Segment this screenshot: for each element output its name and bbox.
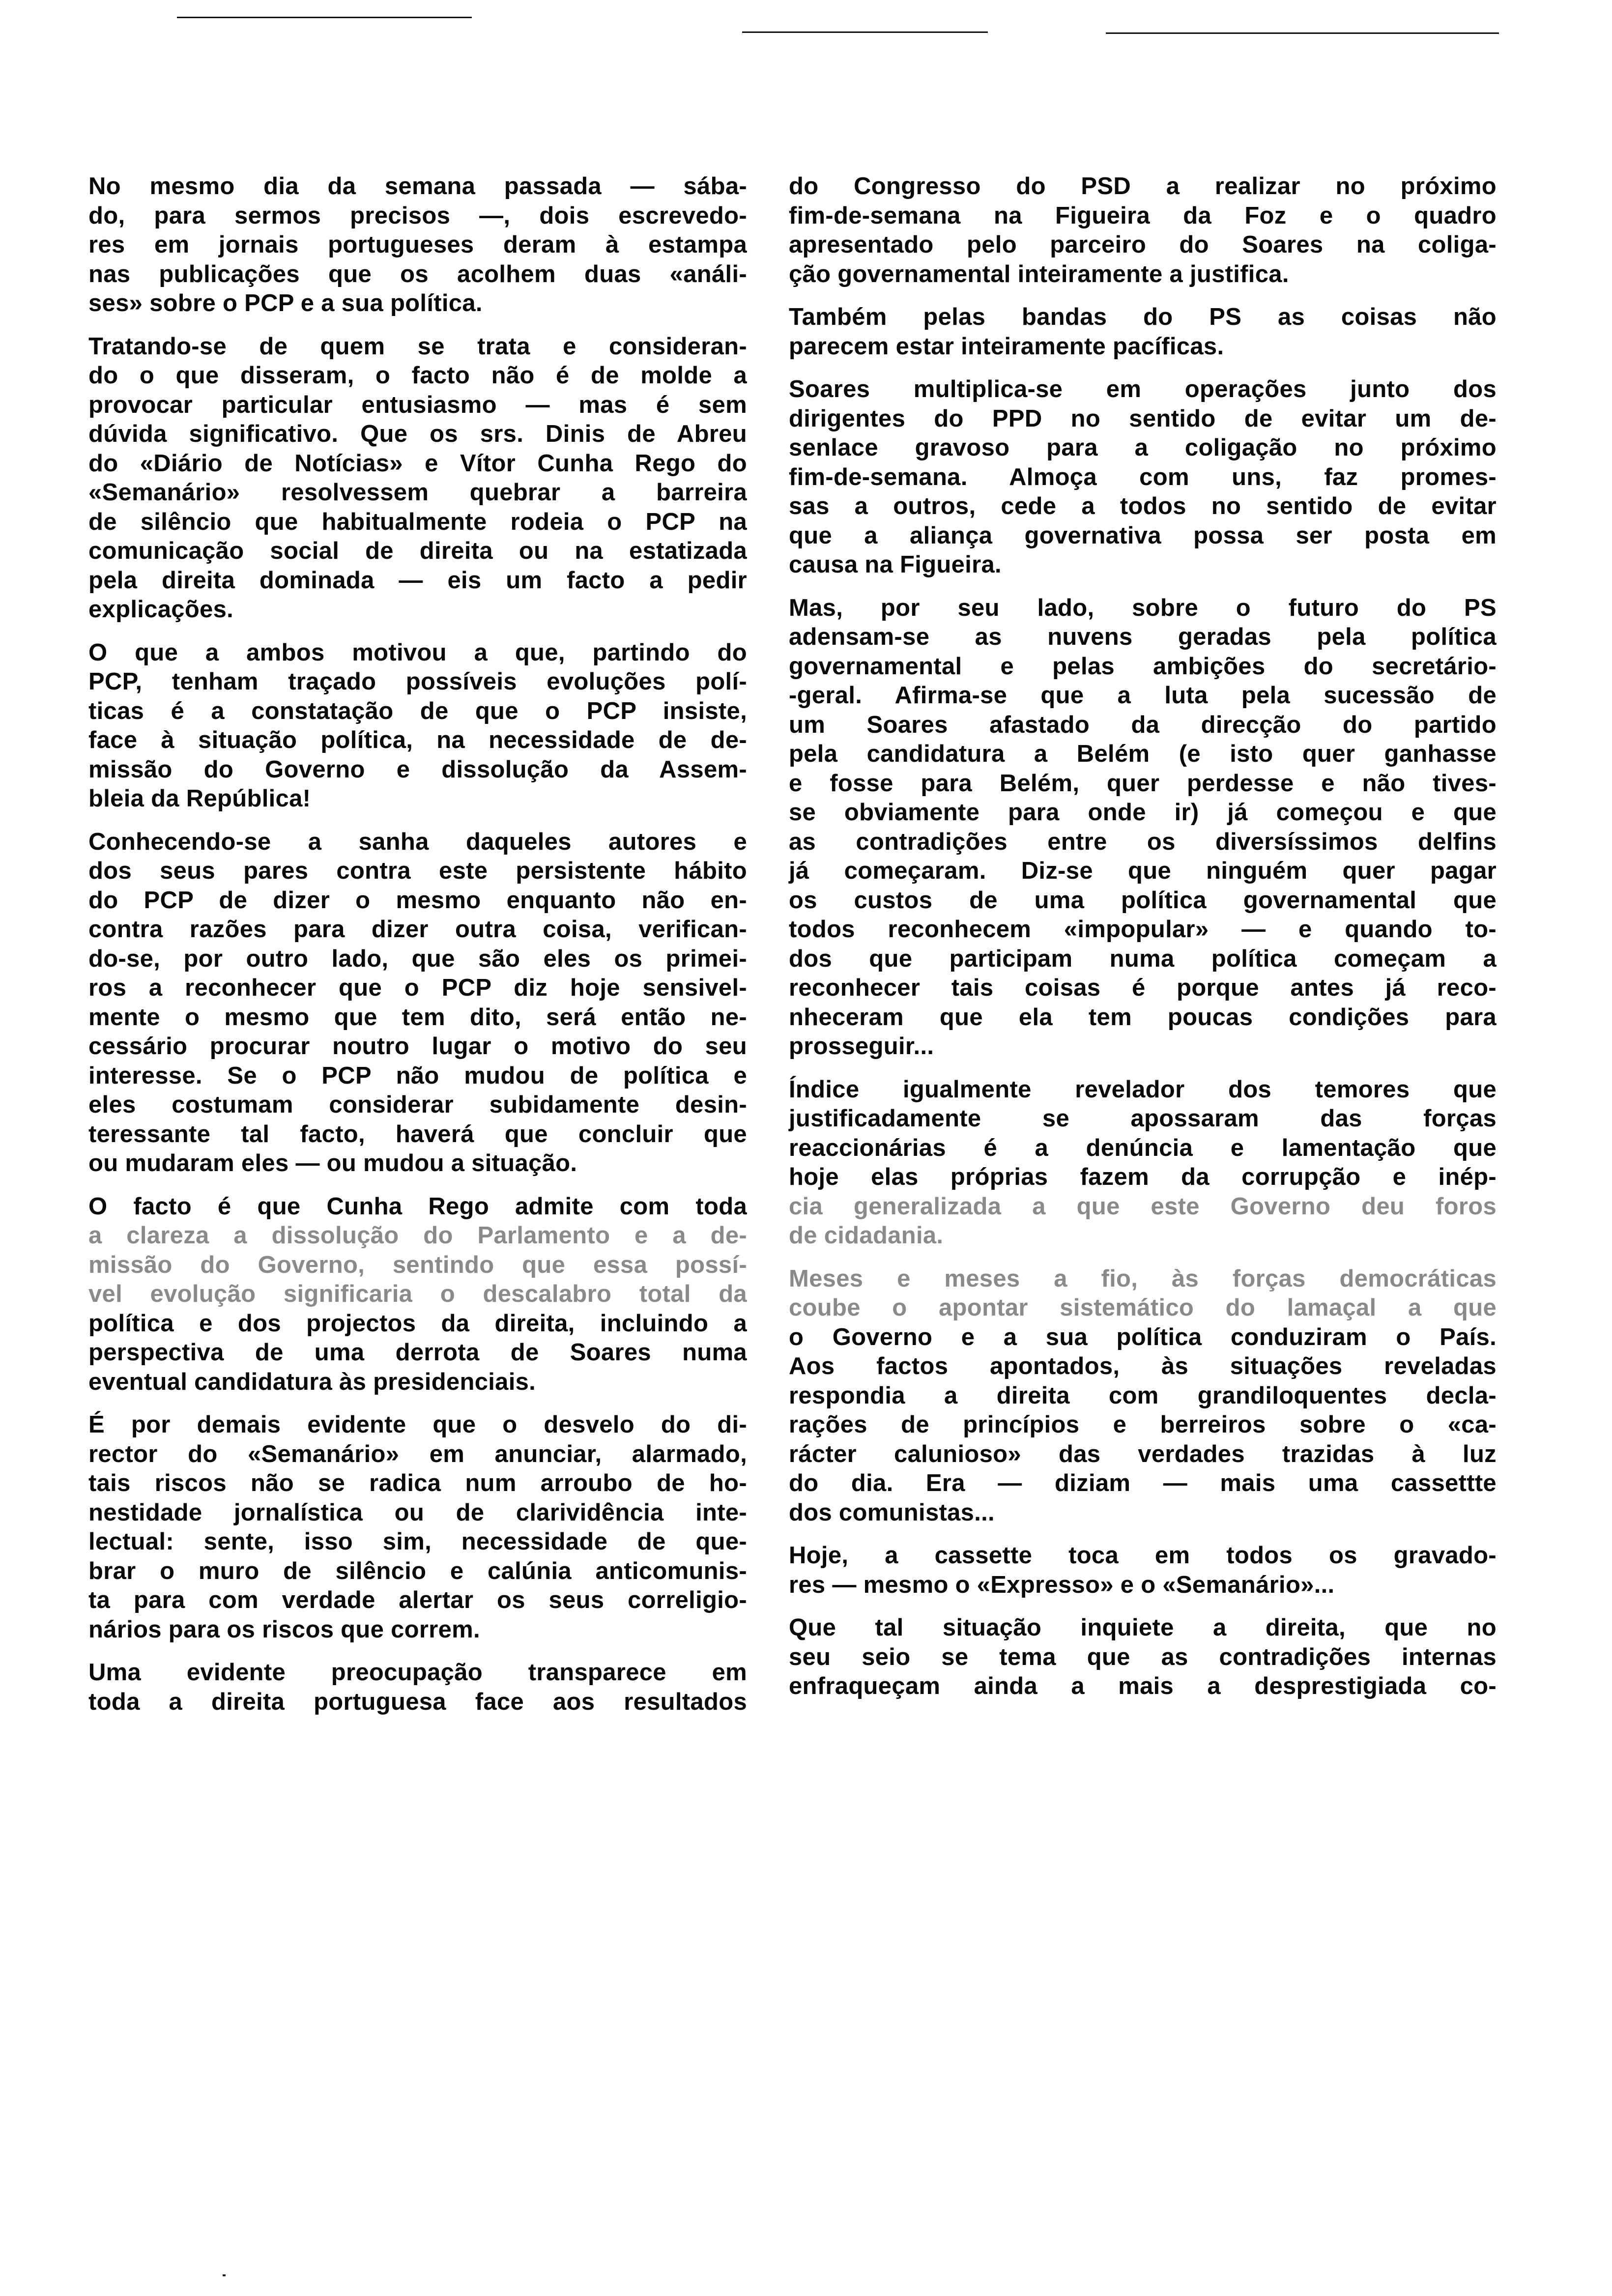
text-line: bleia da República! <box>88 785 311 812</box>
text-line: fim-de-semana. Almoça com uns, faz promes- <box>789 463 1497 490</box>
paragraph <box>88 1658 747 1717</box>
text-line: brar o muro de silêncio e calúnia anticomunis- <box>88 1557 747 1584</box>
text-line: ticas é a constatação de que o PCP insiste, <box>88 697 747 724</box>
text-line: já começaram. Diz-se que ninguém quer pagar <box>789 858 1497 884</box>
text-line: do, para sermos precisos —, dois escrevedo- <box>88 202 747 229</box>
text-line: res em jornais portugueses deram à estampa <box>88 231 747 258</box>
text-line: toda a direita portuguesa face aos resultados <box>88 1688 747 1715</box>
text-line: eventual candidatura às presidenciais. <box>88 1368 536 1395</box>
text-line: Aos factos apontados, às situações reveladas <box>789 1353 1497 1379</box>
text-line: política e dos projectos da direita, incluindo a <box>88 1310 747 1337</box>
text-line: dos que participam numa política começam a <box>789 945 1497 972</box>
text-line: de cidadania. <box>789 1222 944 1249</box>
text-line: Conhecendo-se a sanha daqueles autores e <box>88 828 747 855</box>
text-line: um Soares afastado da direcção do partido <box>789 711 1497 738</box>
paragraph <box>88 828 747 1178</box>
text-line: provocar particular entusiasmo — mas é sem <box>88 391 747 418</box>
text-line: missão do Governo e dissolução da Assem- <box>88 756 747 783</box>
text-line: pela direita dominada — eis um facto a pedir <box>88 567 747 594</box>
text-line: ros a reconhecer que o PCP diz hoje sensivel- <box>88 975 747 1001</box>
text-line: tais riscos não se radica num arroubo de ho- <box>88 1470 747 1496</box>
text-line: dos comunistas... <box>789 1499 995 1526</box>
text-line: e fosse para Belém, quer perdesse e não tives- <box>789 770 1497 797</box>
text-line: face à situação política, na necessidade de de- <box>88 727 747 753</box>
paragraph <box>88 1410 747 1644</box>
text-line: ses» sobre o PCP e a sua política. <box>88 290 483 316</box>
paragraph <box>88 172 747 318</box>
text-line: Mas, por seu lado, sobre o futuro do PS <box>789 594 1497 621</box>
text-line: nas publicações que os acolhem duas «análi- <box>88 260 747 287</box>
text-line: a clareza a dissolução do Parlamento e a de- <box>88 1222 747 1249</box>
text-line: O que a ambos motivou a que, partindo do <box>88 639 747 666</box>
text-line: dirigentes do PPD no sentido de evitar um de- <box>789 405 1497 432</box>
text-line: nheceram que ela tem poucas condições para <box>789 1004 1497 1031</box>
text-line: Também pelas bandas do PS as coisas não <box>789 304 1497 330</box>
text-line: Tratando-se de quem se trata e consideran- <box>88 333 747 360</box>
text-line: -geral. Afirma-se que a luta pela sucessão de <box>789 682 1497 709</box>
text-line: pela candidatura a Belém (e isto quer ganhasse <box>789 741 1497 767</box>
text-line: se obviamente para onde ir) já começou e que <box>789 799 1497 826</box>
text-line: «Semanário» resolvessem quebrar a barreira <box>88 479 747 506</box>
text-line: todos reconhecem «impopular» — e quando to- <box>789 916 1497 943</box>
text-line: governamental e pelas ambições do secretário- <box>789 653 1497 680</box>
text-line: nestidade jornalística ou de clarividência inte- <box>88 1499 747 1526</box>
paragraph <box>88 332 747 625</box>
text-line: apresentado pelo parceiro do Soares na coliga- <box>789 231 1497 258</box>
top-rule-1 <box>177 17 472 18</box>
text-line: ou mudaram eles — ou mudou a situação. <box>88 1150 577 1177</box>
text-line: lectual: sente, isso sim, necessidade de que- <box>88 1528 747 1555</box>
text-line: do dia. Era — diziam — mais uma cassettte <box>789 1470 1497 1496</box>
text-line: Meses e meses a fio, às forças democráticas <box>789 1265 1497 1292</box>
text-line: O facto é que Cunha Rego admite com toda <box>88 1193 747 1220</box>
text-line: teressante tal facto, haverá que concluir que <box>88 1120 747 1148</box>
text-line: dúvida significativo. Que os srs. Dinis de Abreu <box>88 421 747 447</box>
paragraph <box>88 1192 747 1397</box>
text-line: respondia a direita com grandiloquentes decla- <box>789 1382 1497 1409</box>
text-line: Que tal situação inquiete a direita, que no <box>789 1614 1497 1641</box>
text-line: hoje elas próprias fazem da corrupção e inép- <box>789 1164 1497 1190</box>
text-line: cessário procurar noutro lugar o motivo do seu <box>88 1033 747 1060</box>
text-line: mente o mesmo que tem dito, será então ne- <box>88 1004 747 1031</box>
paragraph <box>789 1075 1497 1251</box>
text-line: seu seio se tema que as contradições internas <box>789 1643 1497 1670</box>
text-line: rações de princípios e berreiros sobre o «ca- <box>789 1411 1497 1438</box>
text-line: cia generalizada a que este Governo deu foros <box>789 1193 1497 1220</box>
text-line: fim-de-semana na Figueira da Foz e o quadro <box>789 202 1497 229</box>
text-line: Uma evidente preocupação transparece em <box>88 1659 747 1686</box>
text-line: missão do Governo, sentindo que essa possí- <box>88 1251 747 1278</box>
left-column <box>88 172 747 1730</box>
paragraph <box>789 375 1497 580</box>
text-line: nários para os riscos que correm. <box>88 1616 480 1643</box>
text-line: res — mesmo o «Expresso» e o «Semanário»... <box>789 1571 1335 1598</box>
text-line: É por demais evidente que o desvelo do di- <box>88 1411 747 1438</box>
text-line: reconhecer tais coisas é porque antes já reco- <box>789 975 1497 1001</box>
text-line: do «Diário de Notícias» e Vítor Cunha Rego do <box>88 450 747 477</box>
paragraph <box>789 1541 1497 1600</box>
text-line: os custos de uma política governamental que <box>789 887 1497 914</box>
text-line: sas a outros, cede a todos no sentido de evitar <box>789 493 1497 519</box>
text-line: Soares multiplica-se em operações junto dos <box>789 376 1497 402</box>
text-line: Hoje, a cassette toca em todos os gravado- <box>789 1542 1497 1569</box>
text-line: causa na Figueira. <box>789 551 1002 578</box>
text-line: que a aliança governativa possa ser posta em <box>789 522 1497 549</box>
text-line: rácter calunioso» das verdades trazidas à luz <box>789 1440 1497 1467</box>
text-line: enfraqueçam ainda a mais a desprestigiada co- <box>789 1673 1497 1699</box>
text-line: explicações. <box>88 596 234 623</box>
text-line: interesse. Se o PCP não mudou de política e <box>88 1062 747 1089</box>
paragraph <box>789 1264 1497 1528</box>
text-line: parecem estar inteiramente pacíficas. <box>789 333 1224 360</box>
paragraph <box>88 638 747 814</box>
text-line: eles costumam considerar subidamente desin- <box>88 1091 747 1118</box>
text-line: ta para com verdade alertar os seus correligio- <box>88 1587 747 1613</box>
text-line: o Governo e a sua política conduziram o País. <box>789 1323 1497 1350</box>
text-line: ção governamental inteiramente a justifica. <box>789 260 1289 287</box>
text-line: dos seus pares contra este persistente hábito <box>88 858 747 884</box>
text-line: do o que disseram, o facto não é de molde a <box>88 362 747 389</box>
text-line: adensam-se as nuvens geradas pela política <box>789 624 1497 650</box>
text-line: justificadamente se apossaram das forças <box>789 1105 1497 1132</box>
paragraph <box>789 172 1497 289</box>
top-rule-2 <box>742 31 988 33</box>
text-line: rector do «Semanário» em anunciar, alarmado, <box>88 1440 747 1467</box>
paragraph <box>789 303 1497 361</box>
text-line: comunicação social de direita ou na estatizada <box>88 538 747 564</box>
paragraph <box>789 594 1497 1062</box>
text-line: reaccionárias é a denúncia e lamentação que <box>789 1134 1497 1161</box>
text-line: coube o apontar sistemático do lamaçal a que <box>789 1294 1497 1321</box>
scan-speck <box>223 2274 226 2276</box>
text-line: No mesmo dia da semana passada — sába- <box>88 173 747 200</box>
text-line: prosseguir... <box>789 1033 934 1060</box>
text-line: Índice igualmente revelador dos temores que <box>789 1076 1497 1103</box>
text-line: contra razões para dizer outra coisa, verifican- <box>88 916 747 943</box>
text-line: senlace gravoso para a coligação no próximo <box>789 434 1497 461</box>
text-line: de silêncio que habitualmente rodeia o PCP na <box>88 508 747 535</box>
text-line: as contradições entre os diversíssimos delfins <box>789 828 1497 855</box>
right-column <box>789 172 1497 1715</box>
paragraph <box>789 1613 1497 1701</box>
text-line: PCP, tenham traçado possíveis evoluções polí- <box>88 668 747 695</box>
top-rule-3 <box>1106 32 1499 34</box>
text-line: perspectiva de uma derrota de Soares numa <box>88 1339 747 1366</box>
text-line: do PCP de dizer o mesmo enquanto não en- <box>88 887 747 914</box>
text-line: do-se, por outro lado, que são eles os primei- <box>88 945 747 972</box>
text-line: do Congresso do PSD a realizar no próximo <box>789 173 1497 200</box>
text-line: vel evolução significaria o descalabro total da <box>88 1281 747 1307</box>
